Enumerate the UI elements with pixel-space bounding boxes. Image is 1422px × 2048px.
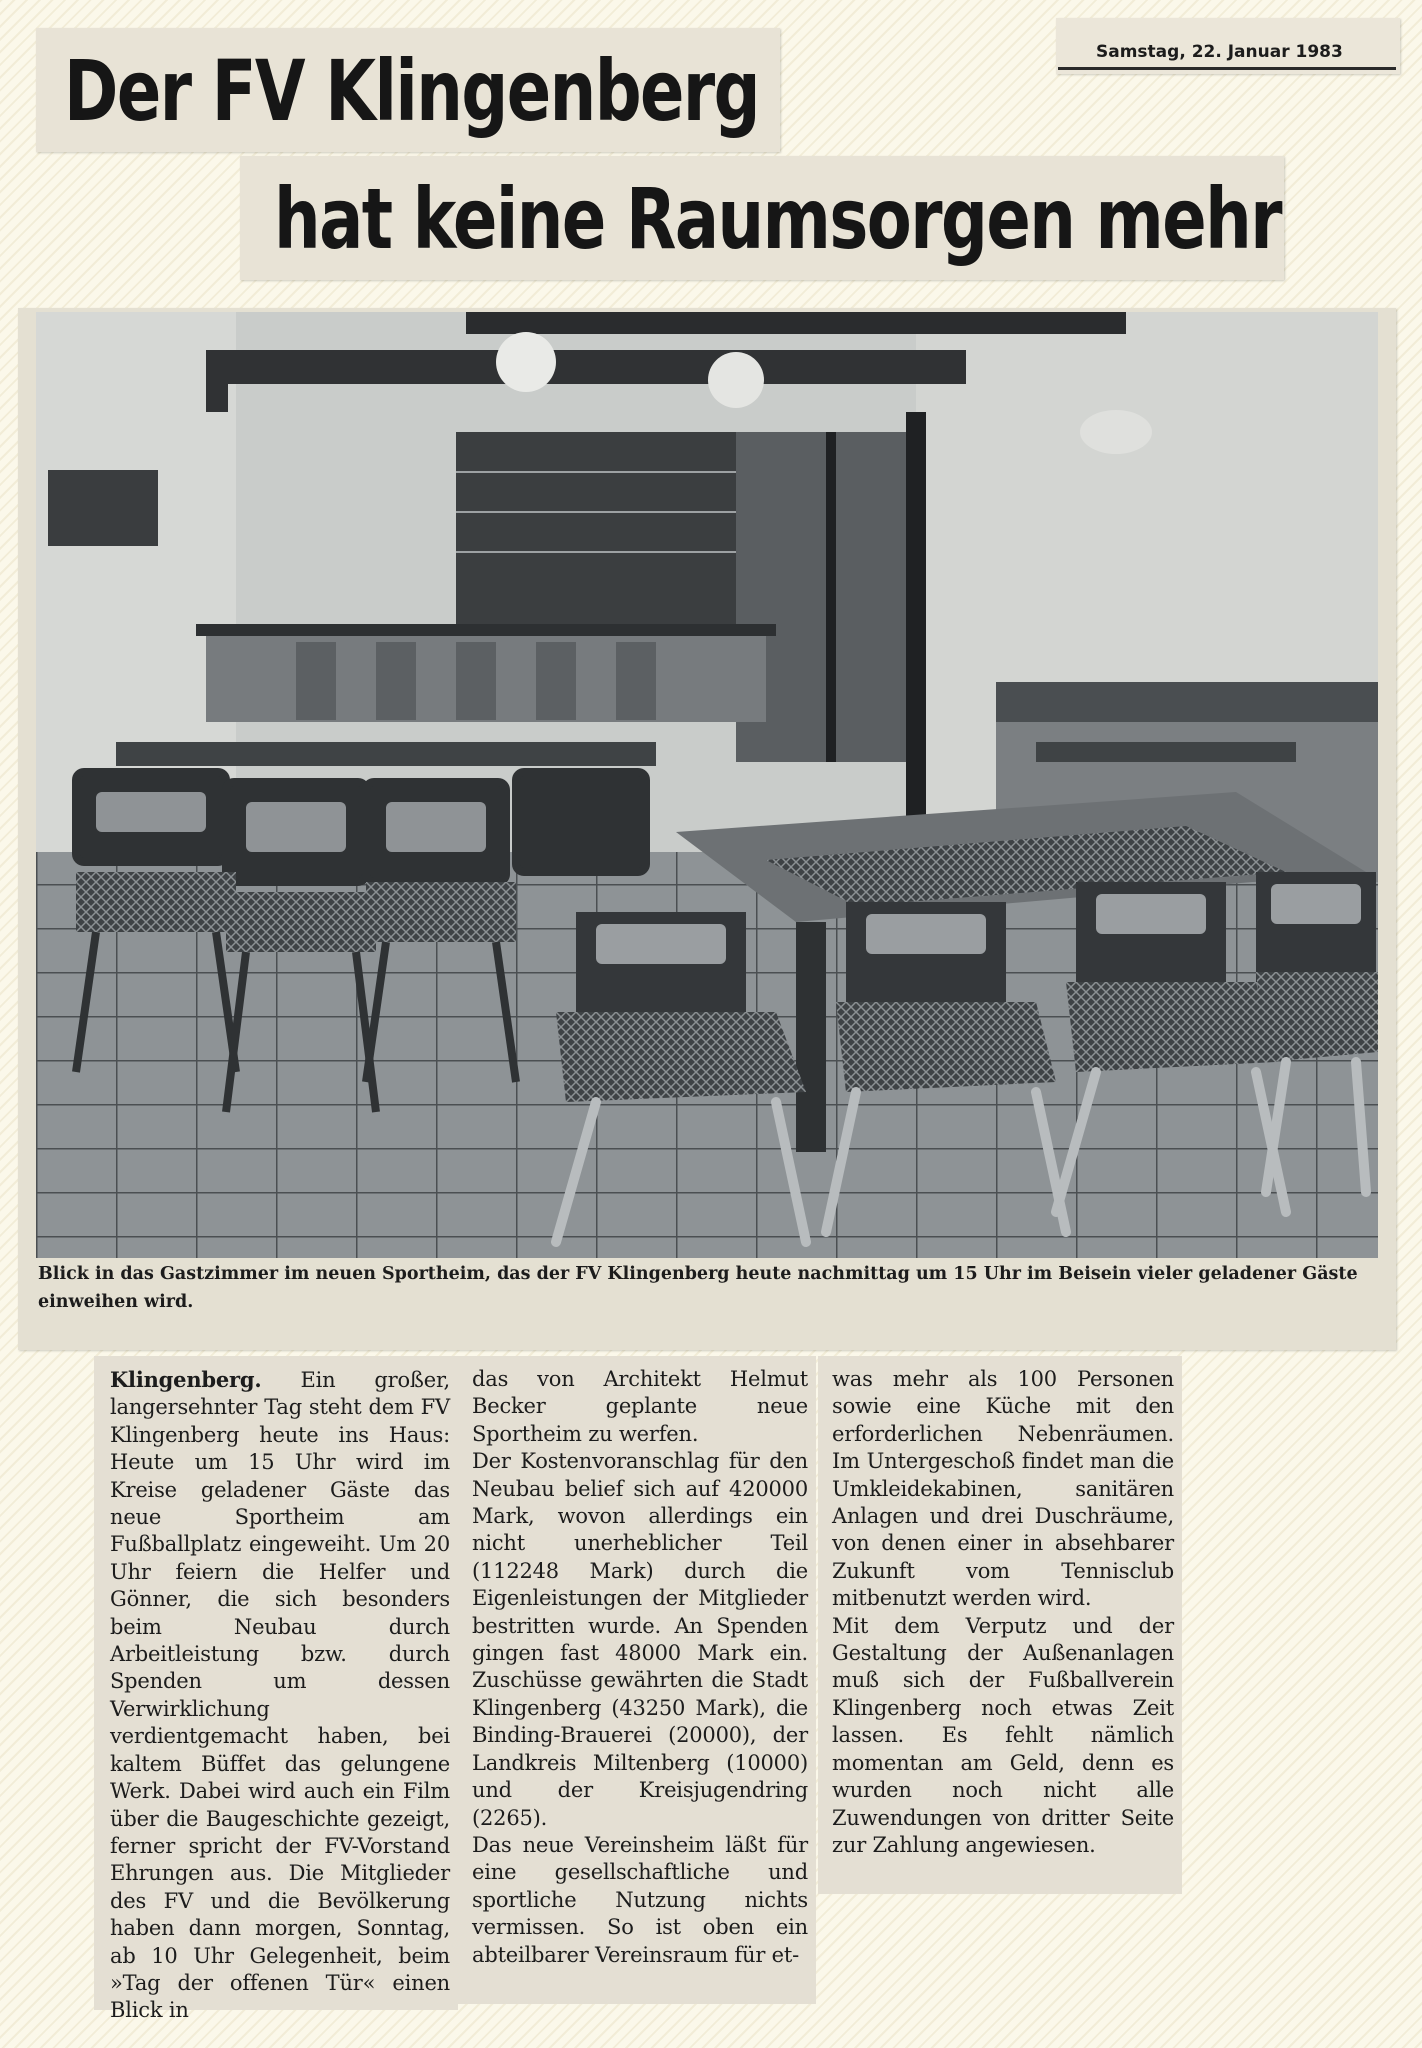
photo-clipping xyxy=(18,308,1396,1350)
clubhouse-photo xyxy=(36,312,1378,1258)
article-column-1 xyxy=(94,1356,458,2023)
photo-caption: Blick in das Gastzimmer im neuen Sportheim, das der FV Klingenberg heute nachmittag um 15 Uhr im Beisein vieler geladener Gäste einweihen wird. xyxy=(38,1264,1358,1312)
article-column-3 xyxy=(818,1356,1182,1894)
column-1-text: Ein großer, langersehnter Tag steht dem FV Klingenberg heute ins Haus: Heute um 15 Uhr wird im Kreise geladener Gäste das neue Sportheim am Fußballplatz eingeweiht. Um 20 Uhr feiern die Helfer und Gönner, die sich besonders beim Neubau durch Arbeitleistung bzw. durch Spenden um dessen Verwirklichung verdientgemacht haben, bei kaltem Büffet das gelungene Werk. Dabei wird auch ein Film über die Baugeschichte gezeigt, ferner spricht der FV-Vorstand Ehrungen aus. Die Mitglieder des FV und die Bevölkerung haben dann morgen, Sonntag, ab 10 Uhr Gelegenheit, beim »Tag der offenen Tür« einen Blick in xyxy=(110,1368,450,2023)
date-clipping xyxy=(1056,18,1400,74)
headline-clipping-2 xyxy=(240,156,1284,280)
publication-date: Samstag, 22. Januar 1983 xyxy=(1096,42,1343,62)
article-column-2 xyxy=(458,1356,816,2004)
column-2-paragraph-1: das von Architekt Helmut Becker geplante neue Sportheim zu werfen. xyxy=(472,1367,808,1446)
article-dateline: Klingenberg. xyxy=(110,1367,262,1392)
clubhouse-interior-illustration xyxy=(36,312,1378,1258)
column-2-paragraph-2: Der Kostenvoranschlag für den Neubau belief sich auf 420000 Mark, wovon allerdings ein nicht unerheblicher Teil (112248 Mark) durch die Eigenleistungen der Mitglieder bestritten wurde. An Spenden gingen fast 48000 Mark ein. Zuschüsse gewährten die Stadt Klingenberg (43250 Mark), die Binding-Brauerei (20000), der Landkreis Miltenberg (10000) und der Kreisjugendring (2265). xyxy=(472,1449,808,1830)
column-1-paragraph xyxy=(110,1366,450,2025)
headline-clipping-1 xyxy=(36,28,780,152)
headline-line-1: Der FV Klingenberg xyxy=(64,42,760,140)
column-3-paragraph-2: Mit dem Verputz und der Gestaltung der Außenanlagen muß sich der Fußballverein Klingenberg noch etwas Zeit lassen. Es fehlt nämlich momentan am Geld, denn es wurden noch nicht alle Zuwendungen von dritter Seite zur Zahlung angewiesen. xyxy=(832,1613,1174,1857)
column-2-paragraph-3: Das neue Vereinsheim läßt für eine gesellschaftliche und sportliche Nutzung nichts vermissen. So ist oben ein abteilbarer Vereinsraum für et- xyxy=(472,1832,808,1967)
column-3-paragraph-1: was mehr als 100 Personen sowie eine Küche mit den erforderlichen Nebenräumen. Im Untergeschoß findet man die Umkleidekabinen, sanitären Anlagen und drei Duschräume, von denen einer in absehbarer Zukunft vom Tennisclub mitbenutzt werden wird. xyxy=(832,1367,1174,1611)
date-rule xyxy=(1058,67,1396,70)
headline-line-2: hat keine Raumsorgen mehr xyxy=(274,170,1281,268)
